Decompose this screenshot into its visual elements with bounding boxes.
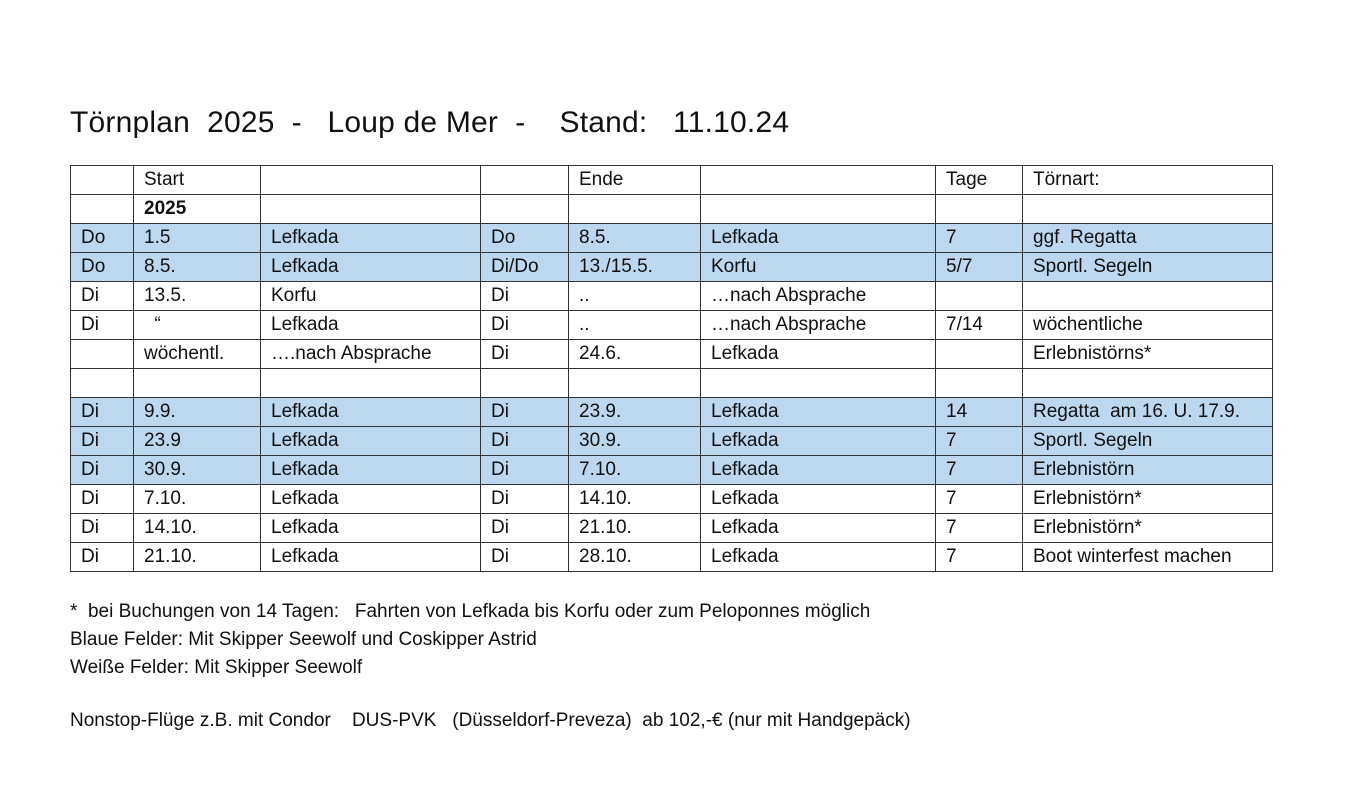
table-cell: 30.9. bbox=[134, 456, 261, 485]
table-cell: 21.10. bbox=[569, 514, 701, 543]
table-cell: 13./15.5. bbox=[569, 253, 701, 282]
table-row bbox=[71, 485, 1273, 514]
table-cell: 14.10. bbox=[569, 485, 701, 514]
table-cell bbox=[1023, 369, 1273, 398]
table-cell: Di bbox=[71, 311, 134, 340]
table-cell: Di bbox=[481, 485, 569, 514]
table-row bbox=[71, 340, 1273, 369]
table-row bbox=[71, 427, 1273, 456]
table-cell: Lefkada bbox=[261, 485, 481, 514]
table-cell bbox=[481, 369, 569, 398]
table-cell: Lefkada bbox=[261, 253, 481, 282]
footnote-booking: * bei Buchungen von 14 Tagen: Fahrten von Lefkada bis Korfu oder zum Peloponnes möglich bbox=[70, 601, 871, 622]
table-cell: Erlebnistörns* bbox=[1023, 340, 1273, 369]
table-row bbox=[71, 514, 1273, 543]
table-row bbox=[71, 311, 1273, 340]
table-cell: 24.6. bbox=[569, 340, 701, 369]
table-cell: Di bbox=[71, 514, 134, 543]
table-cell bbox=[936, 369, 1023, 398]
table-cell: Lefkada bbox=[261, 427, 481, 456]
table-cell: Di bbox=[481, 398, 569, 427]
footnotes bbox=[70, 598, 870, 682]
header-cell bbox=[261, 166, 481, 195]
header-cell-ende: Ende bbox=[569, 166, 701, 195]
table-cell: …nach Absprache bbox=[701, 311, 936, 340]
table-cell bbox=[134, 369, 261, 398]
table-cell: Erlebnistörn bbox=[1023, 456, 1273, 485]
table-cell bbox=[936, 282, 1023, 311]
table-cell: Sportl. Segeln bbox=[1023, 427, 1273, 456]
table-cell bbox=[71, 369, 134, 398]
table-row bbox=[71, 224, 1273, 253]
table-cell: 7 bbox=[936, 224, 1023, 253]
footnote-white-fields: Weiße Felder: Mit Skipper Seewolf bbox=[70, 657, 363, 678]
table-cell: Lefkada bbox=[701, 340, 936, 369]
table-cell: Lefkada bbox=[261, 543, 481, 572]
table-cell: Lefkada bbox=[701, 543, 936, 572]
header-cell-start: Start bbox=[134, 166, 261, 195]
table-cell: Lefkada bbox=[701, 456, 936, 485]
table-cell: .. bbox=[569, 282, 701, 311]
table-cell: Lefkada bbox=[261, 514, 481, 543]
table-cell bbox=[701, 369, 936, 398]
table-row bbox=[71, 543, 1273, 572]
table-cell: Di bbox=[71, 427, 134, 456]
table-cell: Do bbox=[71, 253, 134, 282]
table-cell: Erlebnistörn* bbox=[1023, 514, 1273, 543]
table-cell: Lefkada bbox=[701, 224, 936, 253]
table-cell: Di bbox=[481, 282, 569, 311]
header-cell-toernart: Törnart: bbox=[1023, 166, 1273, 195]
table-cell: 8.5. bbox=[134, 253, 261, 282]
table-cell: 7 bbox=[936, 543, 1023, 572]
table-cell: Lefkada bbox=[261, 224, 481, 253]
table-cell: 7.10. bbox=[134, 485, 261, 514]
table-cell: Korfu bbox=[261, 282, 481, 311]
table-cell: Erlebnistörn* bbox=[1023, 485, 1273, 514]
page-title: Törnplan 2025 - Loup de Mer - Stand: 11.10.24 bbox=[70, 106, 790, 139]
table-cell: …nach Absprache bbox=[701, 282, 936, 311]
footnote-blue-fields: Blaue Felder: Mit Skipper Seewolf und Coskipper Astrid bbox=[70, 629, 537, 650]
table-cell: 7.10. bbox=[569, 456, 701, 485]
table-cell: 14 bbox=[936, 398, 1023, 427]
table-cell: 23.9. bbox=[569, 398, 701, 427]
table-cell: 5/7 bbox=[936, 253, 1023, 282]
table-cell: Do bbox=[71, 224, 134, 253]
header-cell bbox=[701, 166, 936, 195]
table-cell: 8.5. bbox=[569, 224, 701, 253]
table-cell: Di bbox=[71, 456, 134, 485]
table-cell: 13.5. bbox=[134, 282, 261, 311]
table-cell: Di bbox=[481, 311, 569, 340]
year-cell: 2025 bbox=[134, 195, 261, 224]
table-cell: Di bbox=[481, 543, 569, 572]
table-cell: Lefkada bbox=[261, 456, 481, 485]
table-cell: Lefkada bbox=[701, 398, 936, 427]
table-cell: Korfu bbox=[701, 253, 936, 282]
table-cell: 23.9 bbox=[134, 427, 261, 456]
table-cell: 28.10. bbox=[569, 543, 701, 572]
table-cell: Di/Do bbox=[481, 253, 569, 282]
table-cell: Lefkada bbox=[701, 427, 936, 456]
table-cell bbox=[1023, 282, 1273, 311]
table-cell: 7/14 bbox=[936, 311, 1023, 340]
table-cell: 7 bbox=[936, 427, 1023, 456]
table-cell: ….nach Absprache bbox=[261, 340, 481, 369]
header-cell-tage: Tage bbox=[936, 166, 1023, 195]
table-cell: Sportl. Segeln bbox=[1023, 253, 1273, 282]
table-cell: 7 bbox=[936, 485, 1023, 514]
table-cell: Lefkada bbox=[261, 311, 481, 340]
table-cell: 7 bbox=[936, 456, 1023, 485]
table-cell: 14.10. bbox=[134, 514, 261, 543]
table-row bbox=[71, 253, 1273, 282]
table-cell: Di bbox=[481, 340, 569, 369]
table-cell bbox=[261, 369, 481, 398]
table-row bbox=[71, 398, 1273, 427]
schedule-table bbox=[70, 165, 1273, 572]
table-cell: Lefkada bbox=[701, 485, 936, 514]
header-cell bbox=[481, 166, 569, 195]
header-cell bbox=[71, 166, 134, 195]
table-cell: ggf. Regatta bbox=[1023, 224, 1273, 253]
table-cell: Regatta am 16. U. 17.9. bbox=[1023, 398, 1273, 427]
table-row bbox=[71, 456, 1273, 485]
table-cell: Di bbox=[481, 456, 569, 485]
year-row bbox=[71, 195, 1273, 224]
table-cell: 21.10. bbox=[134, 543, 261, 572]
table-cell: Di bbox=[481, 514, 569, 543]
table-cell: Di bbox=[71, 398, 134, 427]
table-cell: Lefkada bbox=[701, 514, 936, 543]
table-cell bbox=[936, 340, 1023, 369]
table-cell: Lefkada bbox=[261, 398, 481, 427]
table-row bbox=[71, 369, 1273, 398]
table-cell: 30.9. bbox=[569, 427, 701, 456]
table-cell: Do bbox=[481, 224, 569, 253]
flight-info: Nonstop-Flüge z.B. mit Condor DUS-PVK (Düsseldorf-Preveza) ab 102,-€ (nur mit Handgepäck) bbox=[70, 710, 911, 731]
table-cell bbox=[71, 340, 134, 369]
table-cell: 1.5 bbox=[134, 224, 261, 253]
table-cell: 9.9. bbox=[134, 398, 261, 427]
table-cell: Di bbox=[71, 485, 134, 514]
table-cell: Di bbox=[481, 427, 569, 456]
table-cell: Di bbox=[71, 543, 134, 572]
table-cell bbox=[569, 369, 701, 398]
table-row bbox=[71, 282, 1273, 311]
table-cell: wöchentliche bbox=[1023, 311, 1273, 340]
table-header-row bbox=[71, 166, 1273, 195]
table-cell: Di bbox=[71, 282, 134, 311]
table-cell: 7 bbox=[936, 514, 1023, 543]
table-cell: .. bbox=[569, 311, 701, 340]
table-cell: “ bbox=[134, 311, 261, 340]
table-cell: Boot winterfest machen bbox=[1023, 543, 1273, 572]
table-cell: wöchentl. bbox=[134, 340, 261, 369]
